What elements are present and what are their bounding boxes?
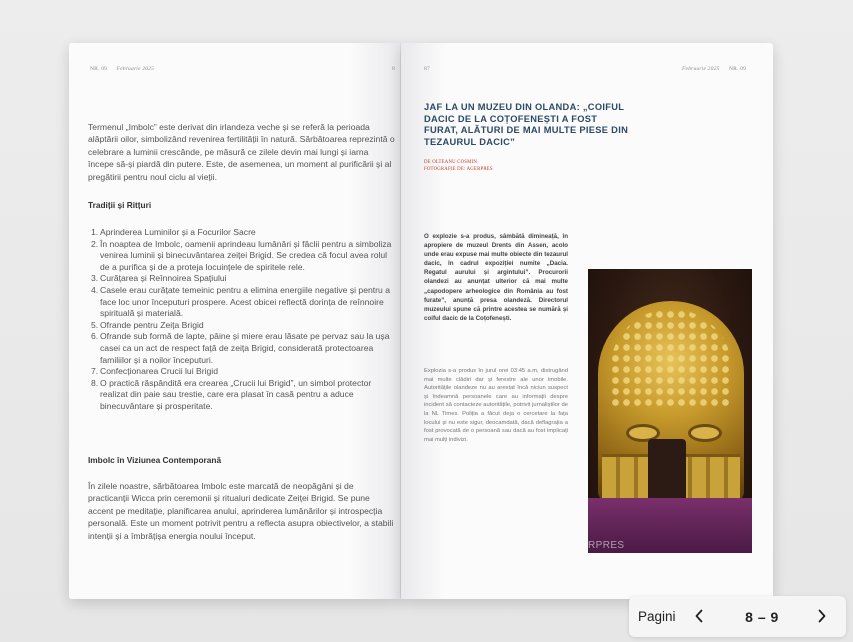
article-lead: O explozie s-a produs, sâmbătă dimineață, în apropiere de muzeul Drents din Assen, acolo unde erau expuse mai multe obiecte din tezaurul dacic, în cadrul expoziției numite „Dacia. Regatul aurului și argintului”. Procurorii olandezi au anunțat ulterior că mai multe „capodopere arheologice din România au fost furate”, anunță presa olandeză. Directorul muzeului spune că printre acestea se numără și coiful dacic de la Coțofenești. bbox=[424, 233, 568, 322]
article-title: JAF LA UN MUZEU DIN OLANDA: „COIFUL DACIC DE LA COȚOFENEȘTI A FOST FURAT, ALĂTURI DE MAI MULTE PIESE DIN TEZAURUL DACIC” bbox=[424, 102, 629, 147]
page-range: 8 – 9 bbox=[745, 608, 779, 625]
right-page-number: 87 bbox=[424, 66, 430, 72]
page-navigator bbox=[629, 596, 846, 637]
closing-paragraph: În zilele noastre, sărbătoarea Imbolc este marcată de neopăgâni și de practicanții Wicca prin ceremonii și ritualuri dedicate Zeiței Brigid. Se pune accent pe meditație, planificarea anului, aprinderea lumânărilor și introspecția personală. Este un moment potrivit pentru a reflecta asupra obiectivelor, a stabili intenții și a îmbrățișa energia noului început. bbox=[88, 481, 394, 541]
helmet-photo bbox=[588, 269, 752, 553]
right-page bbox=[401, 43, 773, 599]
list-item: 1. Aprinderea Luminilor și a Focurilor Sacre bbox=[91, 227, 256, 237]
left-page-number: 8 bbox=[392, 66, 395, 72]
intro-paragraph: Termenul „Imbolc” este derivat din irlandeza veche și se referă la perioada alăptării oilor, simbolizând revenirea fertilității în natură. Sărbătoarea reprezintă o celebrare a luminii crescânde, pe măsură ce zilele devin mai lungi și iarna începe să-și piardă din putere. Este, de asemenea, un moment al purificării și al pregătirii pentru noul ciclu al vieții. bbox=[88, 122, 395, 182]
photo-watermark: RPRES bbox=[588, 540, 625, 551]
right-header-issue: NR. 09 bbox=[728, 66, 747, 72]
list-item: 8. O practică răspândită era crearea „Crucii lui Brigid”, un simbol protector realizat din paie sau trestie, care era plasat în casă pentru a aduce binecuvântare și prosperitate. bbox=[91, 377, 372, 411]
helmet-right-eye bbox=[688, 424, 722, 442]
previous-page-button[interactable] bbox=[689, 601, 709, 631]
left-header bbox=[90, 66, 154, 72]
byline-photo: FOTOGRAFIE DE: AGERPRES bbox=[424, 167, 493, 172]
byline-author: DE OLTEANU COSMIN bbox=[424, 160, 478, 165]
list-item: 6. Ofrande sub formă de lapte, pâine și miere erau lăsate pe pervaz sau la ușa casei ca un act de respect față de zeița Brigid, considerată protectoarea familiilor și a noilor începuturi. bbox=[91, 331, 390, 365]
chevron-left-icon bbox=[694, 609, 704, 623]
list-item: 7. Confecționarea Crucii lui Brigid bbox=[91, 366, 218, 377]
left-header-issue: NR. 09 bbox=[90, 66, 108, 72]
right-header bbox=[682, 66, 746, 72]
list-item: 4. Casele erau curățate temeinic pentru a elimina energiile negative și pentru a face loc unor începuturi prospere. Acest obicei reflectă dorința de reînnoire spirituală și materială. bbox=[91, 284, 390, 319]
left-page bbox=[69, 43, 400, 599]
list-item: 2. În noaptea de Imbolc, oamenii aprindeau lumânări și făclii pentru a simboliza venirea luminii și binecuvântarea zeiței Brigid. Se credea că focul avea rolul de a purifica și de a proteja locuințele de spiritele rele. bbox=[91, 238, 392, 272]
section-heading-contemporary: Imbolc în Viziunea Contemporană bbox=[88, 455, 222, 465]
chevron-right-icon bbox=[817, 609, 827, 623]
right-header-date: Februarie 2025 bbox=[682, 66, 720, 72]
traditions-list bbox=[91, 227, 396, 413]
list-item: 5. Ofrande pentru Zeița Brigid bbox=[91, 319, 204, 330]
section-heading-traditions: Tradiții și Ritțuri bbox=[88, 200, 152, 210]
left-header-date: Februarie 2025 bbox=[116, 66, 155, 72]
article-body: Explozia s-a produs în jurul orei 03:45 a.m, distrugând mai multe clădiri dar și ferestre ale unor imobile. Autoritățile olandeze nu au arestat încă niciun suspect și îndeamnă persoanele care au informații despre incident să contacteze autoritățile, potrivit jurnaliștilor de la NL Times. Poliția a făcut deja o cercetare la fața locului și nu este sigur, deocamdată, dacă deflagrația a fost provocată de o persoană sau dacă au fost implicați mai mulți indivizi. bbox=[424, 368, 568, 443]
list-item: 3. Curățarea și Reînnoirea Spațiului bbox=[91, 273, 227, 284]
next-page-button[interactable] bbox=[812, 601, 832, 631]
pager-label: Pagini bbox=[638, 609, 676, 624]
